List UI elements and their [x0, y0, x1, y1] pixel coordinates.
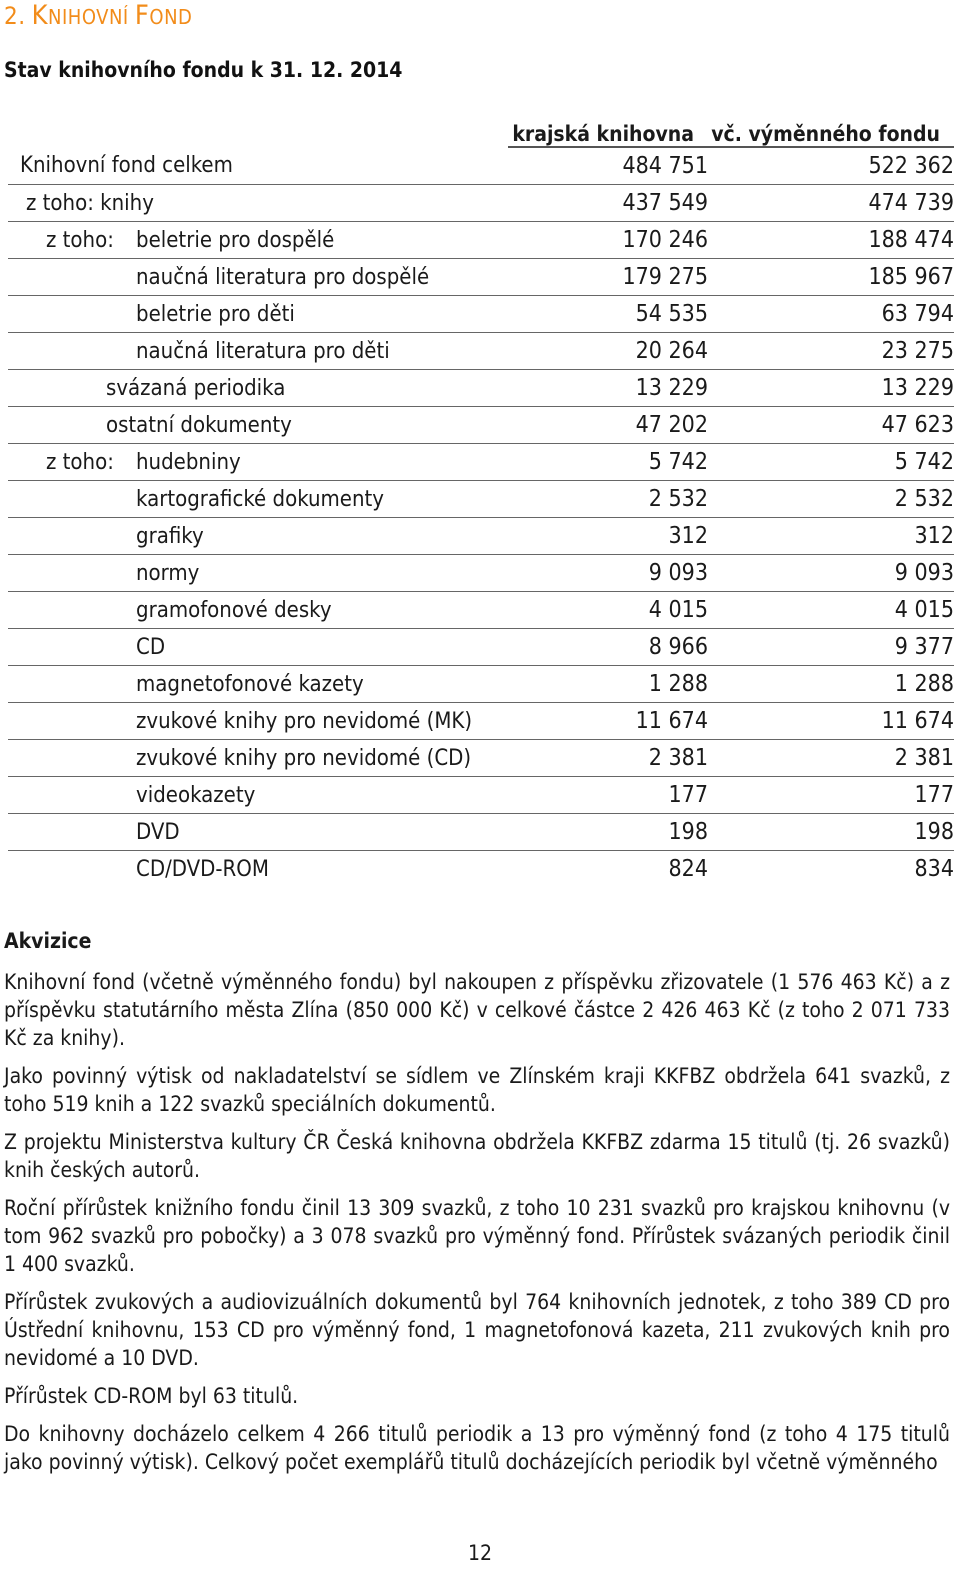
- row-prefix: z toho:: [46, 227, 114, 253]
- row-label-cell: [8, 296, 508, 333]
- table-row: [8, 740, 954, 777]
- row-label: naučná literatura pro děti: [136, 338, 390, 364]
- value-incl-exchange-fund: 2 381: [708, 740, 954, 777]
- table-row: [8, 407, 954, 444]
- value-regional-library: 170 246: [508, 222, 708, 259]
- acquisition-text: [4, 968, 950, 1486]
- value-regional-library: 8 966: [508, 629, 708, 666]
- table-row: [8, 147, 954, 185]
- page-number: 12: [467, 1541, 493, 1565]
- paragraph: Přírůstek CD-ROM byl 63 titulů.: [4, 1384, 299, 1408]
- value-incl-exchange-fund: 23 275: [708, 333, 954, 370]
- table-body: [8, 147, 954, 887]
- row-label-cell: [8, 703, 508, 740]
- header-blank: [8, 110, 508, 147]
- row-label-cell: [8, 370, 508, 407]
- table-header-row: [8, 110, 954, 147]
- value-regional-library: 312: [508, 518, 708, 555]
- value-regional-library: 9 093: [508, 555, 708, 592]
- section-title: Stav knihovního fondu k 31. 12. 2014: [4, 58, 403, 82]
- table-row: [8, 555, 954, 592]
- row-label-cell: [8, 518, 508, 555]
- value-incl-exchange-fund: 13 229: [708, 370, 954, 407]
- row-label: zvukové knihy pro nevidomé (MK): [136, 708, 473, 734]
- row-label-cell: [8, 555, 508, 592]
- table-row: [8, 666, 954, 703]
- table-row: [8, 703, 954, 740]
- value-incl-exchange-fund: 1 288: [708, 666, 954, 703]
- table-row: [8, 851, 954, 888]
- value-regional-library: 179 275: [508, 259, 708, 296]
- table-row: [8, 222, 954, 259]
- row-label-cell: [8, 222, 508, 259]
- row-label: hudebniny: [136, 449, 241, 475]
- row-label-cell: [8, 814, 508, 851]
- row-label-cell: [8, 740, 508, 777]
- value-regional-library: 437 549: [508, 185, 708, 222]
- paragraph: Přírůstek zvukových a audiovizuálních dokumentů byl 764 knihovních jednotek, z toho 389 CD pro Ústřední knihovnu, 153 CD pro výměnný fond, 1 magnetofonová kazeta, 211 zvukových knih pro nevidomé a 10 DVD.: [4, 1290, 950, 1370]
- row-label-cell: [8, 259, 508, 296]
- row-label: magnetofonové kazety: [136, 671, 364, 697]
- row-label: ostatní dokumenty: [106, 412, 292, 438]
- library-fund-table: [8, 110, 954, 887]
- paragraph: Do knihovny docházelo celkem 4 266 titulů periodik a 13 pro výměnný fond (z toho 4 175 titulů jako povinný výtisk). Celkový počet exemplářů titulů docházejících periodik byl včetně výměnného: [4, 1422, 950, 1474]
- value-regional-library: 5 742: [508, 444, 708, 481]
- table-row: [8, 592, 954, 629]
- row-label: naučná literatura pro dospělé: [136, 264, 430, 290]
- paragraph: Roční přírůstek knižního fondu činil 13 309 svazků, z toho 10 231 svazků pro krajskou knihovnu (v tom 962 svazků pro pobočky) a 3 078 svazků pro výměnný fond. Přírůstek svázaných periodik činil 1 400 svazků.: [4, 1196, 950, 1276]
- value-incl-exchange-fund: 2 532: [708, 481, 954, 518]
- value-incl-exchange-fund: 177: [708, 777, 954, 814]
- row-label-cell: [8, 777, 508, 814]
- row-label-cell: [8, 481, 508, 518]
- value-incl-exchange-fund: 834: [914, 856, 954, 882]
- row-label: DVD: [136, 819, 180, 845]
- row-label-cell: [8, 407, 508, 444]
- row-label: beletrie pro děti: [136, 301, 295, 327]
- value-regional-library: 13 229: [508, 370, 708, 407]
- value-incl-exchange-fund: 474 739: [708, 185, 954, 222]
- table-row: [8, 629, 954, 666]
- value-incl-exchange-fund: 185 967: [708, 259, 954, 296]
- value-incl-exchange-fund: 9 377: [708, 629, 954, 666]
- row-label-cell: [8, 592, 508, 629]
- value-regional-library: 4 015: [508, 592, 708, 629]
- value-incl-exchange-fund: 47 623: [708, 407, 954, 444]
- header-regional-library: krajská knihovna: [508, 110, 708, 147]
- row-label-cell: [8, 444, 508, 481]
- row-label-cell: [8, 629, 508, 666]
- row-prefix: z toho:: [46, 449, 114, 475]
- row-label: zvukové knihy pro nevidomé (CD): [136, 745, 472, 771]
- value-incl-exchange-fund: 312: [708, 518, 954, 555]
- value-incl-exchange-fund: 5 742: [708, 444, 954, 481]
- value-regional-library: 47 202: [508, 407, 708, 444]
- table-row: [8, 481, 954, 518]
- row-label: grafiky: [136, 523, 204, 549]
- value-regional-library: 198: [508, 814, 708, 851]
- value-incl-exchange-fund: 4 015: [708, 592, 954, 629]
- table-row: [8, 333, 954, 370]
- row-label: CD: [136, 634, 166, 660]
- row-label: normy: [136, 560, 200, 586]
- paragraph: Knihovní fond (včetně výměnného fondu) byl nakoupen z příspěvku zřizovatele (1 576 463 Kč) a z příspěvku statutárního města Zlína (850 000 Kč) v celkové částce 2 426 463 Kč (z toho 2 071 733 Kč za knihy).: [4, 970, 950, 1050]
- row-label: kartografické dokumenty: [136, 486, 385, 512]
- table-row: [8, 814, 954, 851]
- row-label-cell: [8, 851, 508, 888]
- table-row: [8, 444, 954, 481]
- chapter-title-rest: NIHOVNÍ: [48, 5, 135, 29]
- value-incl-exchange-fund: 522 362: [708, 147, 954, 185]
- paragraph: Z projektu Ministerstva kultury ČR Česká knihovna obdržela KKFBZ zdarma 15 titulů (tj. 26 svazků) knih českých autorů.: [4, 1130, 950, 1182]
- chapter-title-rest-2: OND: [149, 5, 193, 29]
- value-regional-library: 177: [508, 777, 708, 814]
- row-label: svázaná periodika: [106, 375, 286, 401]
- row-label: Knihovní fond celkem: [20, 153, 233, 178]
- value-incl-exchange-fund: 188 474: [708, 222, 954, 259]
- value-regional-library: 484 751: [508, 147, 708, 185]
- row-label: beletrie pro dospělé: [136, 227, 335, 253]
- value-incl-exchange-fund: 9 093: [708, 555, 954, 592]
- value-incl-exchange-fund: 63 794: [708, 296, 954, 333]
- row-label-cell: [8, 666, 508, 703]
- chapter-title-initial-2: F: [134, 0, 150, 31]
- row-label: CD/DVD-ROM: [136, 856, 269, 882]
- chapter-heading: [4, 0, 192, 31]
- table-row: [8, 777, 954, 814]
- acquisition-heading: Akvizice: [4, 929, 92, 953]
- table-row: [8, 518, 954, 555]
- table-row: [8, 185, 954, 222]
- value-regional-library: 54 535: [508, 296, 708, 333]
- paragraph: Jako povinný výtisk od nakladatelství se sídlem ve Zlínském kraji KKFBZ obdržela 641 svazků, z toho 519 knih a 122 svazků speciálních dokumentů.: [4, 1064, 950, 1116]
- table-row: [8, 259, 954, 296]
- row-label: gramofonové desky: [136, 597, 332, 623]
- row-label-cell: [8, 333, 508, 370]
- value-incl-exchange-fund: 198: [708, 814, 954, 851]
- table-row: [8, 370, 954, 407]
- value-regional-library: 1 288: [508, 666, 708, 703]
- row-label-cell: [8, 185, 508, 222]
- value-regional-library: 11 674: [508, 703, 708, 740]
- value-regional-library: 824: [668, 856, 708, 882]
- value-incl-exchange-fund: 11 674: [708, 703, 954, 740]
- row-label: videokazety: [136, 782, 256, 808]
- row-label-cell: [8, 147, 508, 185]
- header-incl-exchange-fund: vč. výměnného fondu: [708, 110, 954, 147]
- value-regional-library: 20 264: [508, 333, 708, 370]
- value-regional-library: 2 532: [508, 481, 708, 518]
- chapter-number: 2.: [4, 2, 26, 30]
- row-label: z toho: knihy: [26, 190, 154, 216]
- chapter-title-initial: K: [31, 0, 49, 31]
- table-row: [8, 296, 954, 333]
- value-regional-library: 2 381: [508, 740, 708, 777]
